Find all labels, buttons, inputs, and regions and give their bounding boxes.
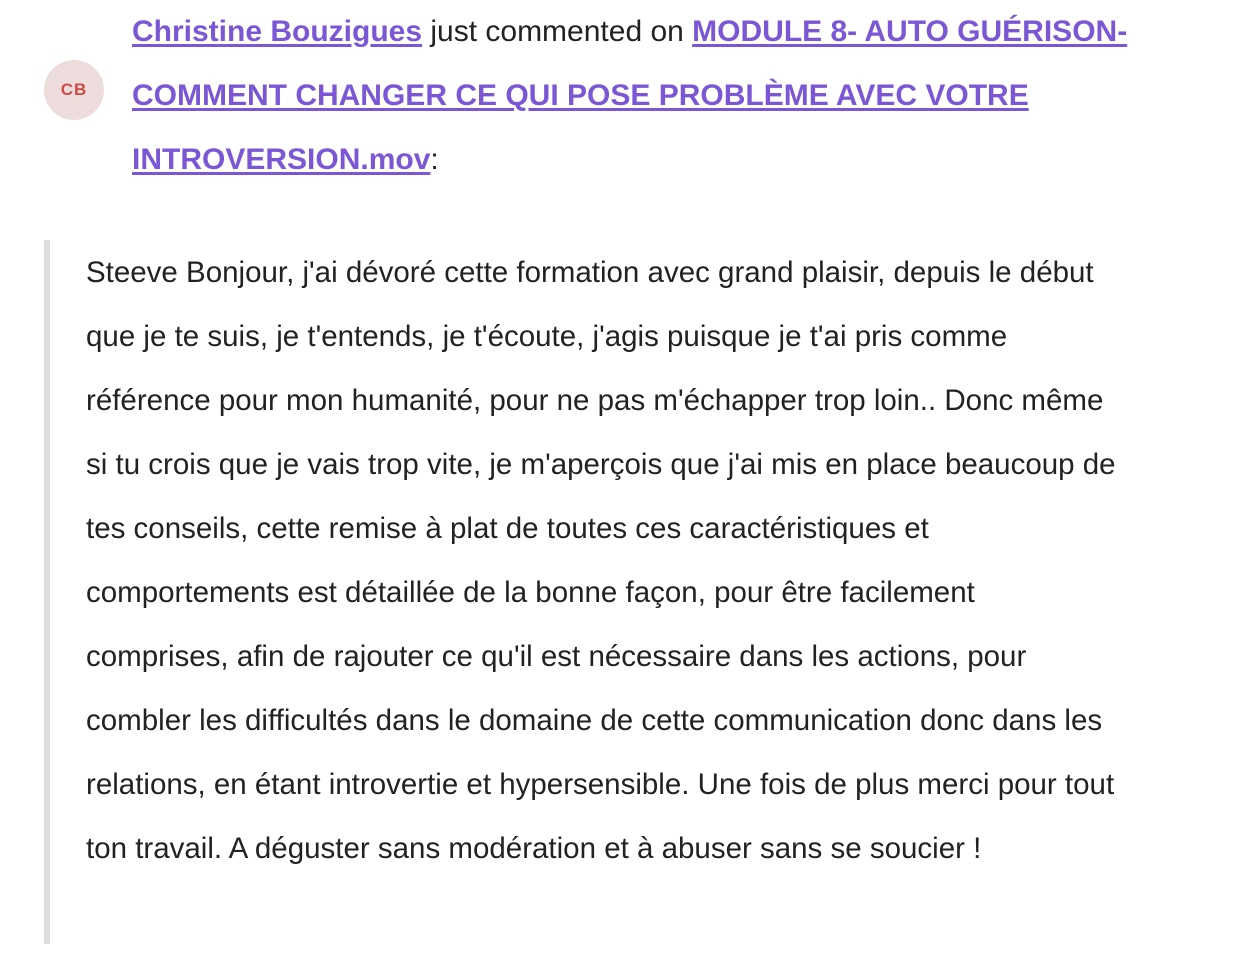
comment-blockquote xyxy=(44,240,1124,944)
comment-text: Steeve Bonjour, j'ai dévoré cette formation avec grand plaisir, depuis le début que je te suis, je t'entends, je t'écoute, j'agis puisque je t'ai pris comme référence pour mon humanité, pour ne pas m'échapper trop loin.. Donc même si tu crois que je vais trop vite, je m'aperçois que j'ai mis en place beaucoup de tes conseils, cette remise à plat de toutes ces caractéristiques et comportements est détaillée de la bonne façon, pour être facilement comprises, afin de rajouter ce qu'il est nécessaire dans les actions, pour combler les difficultés dans le domaine de cette communication donc dans les relations, en étant introvertie et hypersensible. Une fois de plus merci pour tout ton travail. A déguster sans modération et à abuser sans se soucier ! xyxy=(86,256,1116,865)
avatar xyxy=(44,60,104,120)
notification-header xyxy=(132,0,1132,192)
header-suffix: : xyxy=(430,143,439,176)
action-text: just commented on xyxy=(422,15,693,48)
target-link[interactable]: MODULE 8- AUTO GUÉRISON- COMMENT CHANGER CE QUI POSE PROBLÈME AVEC VOTRE INTROVERSION.mov xyxy=(132,15,1128,176)
author-link[interactable]: Christine Bouzigues xyxy=(132,15,423,48)
avatar-initials: CB xyxy=(60,80,88,99)
